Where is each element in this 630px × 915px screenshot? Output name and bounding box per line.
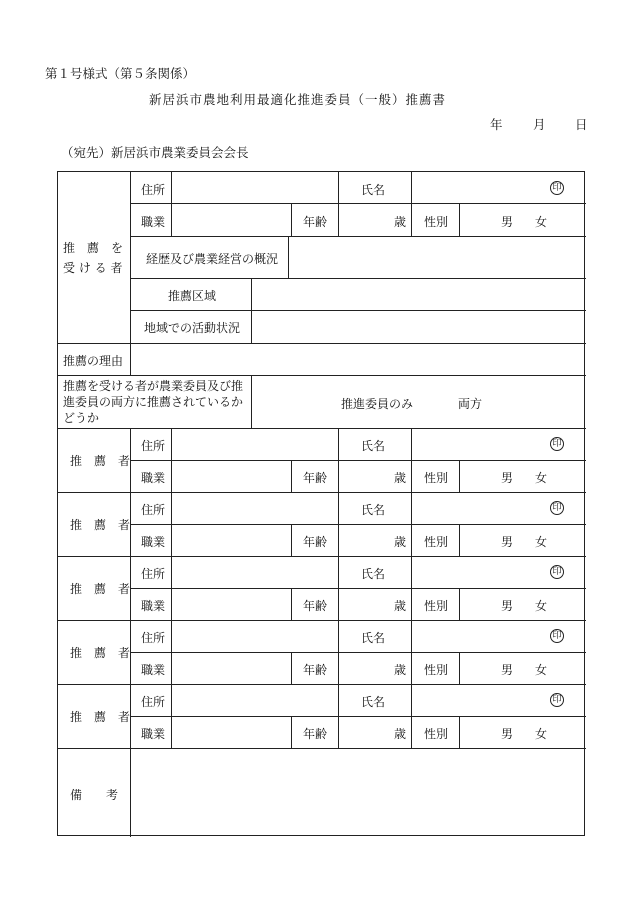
recommender-5-label: 推 薦 者: [70, 710, 131, 724]
recommender-3-female: 女: [535, 599, 548, 613]
date-year-label: 年: [490, 117, 503, 132]
recommender-4-name-label: 氏名: [361, 631, 386, 645]
dual-question-line3: どうか: [63, 411, 100, 425]
nominee-female: 女: [535, 215, 548, 229]
dual-question-line1: 推薦を受ける者が農業委員及び推: [63, 379, 244, 393]
recommender-2-label: 推 薦 者: [70, 518, 131, 532]
form-number: 第１号様式（第５条関係）: [45, 66, 196, 81]
nominee-career-label: 経歴及び農業経営の概況: [146, 252, 279, 266]
nominee-sex-label: 性別: [424, 215, 449, 229]
recommender-2-age-label: 年齢: [303, 535, 328, 549]
recommender-4-female: 女: [535, 663, 548, 677]
recommender-2-name-label: 氏名: [361, 503, 386, 517]
nominee-address-label: 住所: [141, 183, 166, 197]
recommender-5-seal-icon: 印: [550, 693, 564, 707]
nominee-male: 男: [501, 215, 514, 229]
recommender-4-male: 男: [501, 663, 514, 677]
dual-question-line2: 進委員の両方に推薦されているか: [63, 395, 244, 409]
recommender-2-female: 女: [535, 535, 548, 549]
nominee-age-label: 年齢: [303, 215, 328, 229]
recommender-4-label: 推 薦 者: [70, 646, 131, 660]
date-month-label: 月: [533, 117, 546, 132]
recommender-3-label: 推 薦 者: [70, 582, 131, 596]
document-title: 新居浜市農地利用最適化推進委員（一般）推薦書: [149, 92, 447, 107]
option-both: 両方: [458, 397, 483, 411]
recommender-5-occupation-label: 職業: [141, 727, 166, 741]
nominee-name-label: 氏名: [361, 183, 386, 197]
nominee-region-label: 推薦区域: [168, 289, 217, 303]
recommender-4-occupation-label: 職業: [141, 663, 166, 677]
nominee-activity-label: 地域での活動状況: [144, 321, 241, 335]
recommendation-form: [57, 171, 585, 836]
recommender-1-label: 推 薦 者: [70, 454, 131, 468]
nominee-age-unit: 歳: [394, 215, 407, 229]
recommender-5-female: 女: [535, 727, 548, 741]
recommender-1-female: 女: [535, 471, 548, 485]
recommender-5-male: 男: [501, 727, 514, 741]
recommender-5-age-label: 年齢: [303, 727, 328, 741]
recommender-3-seal-icon: 印: [550, 565, 564, 579]
recommender-1-seal-icon: 印: [550, 437, 564, 451]
nominee-section-label-1: 推 薦 を: [63, 241, 124, 255]
nominee-occupation-label: 職業: [141, 215, 166, 229]
recommender-4-address-label: 住所: [141, 631, 166, 645]
recommender-1-age-unit: 歳: [394, 471, 407, 485]
recommender-3-address-label: 住所: [141, 567, 166, 581]
nominee-section-label-2: 受 け る 者: [63, 261, 123, 275]
recommender-2-occupation-label: 職業: [141, 535, 166, 549]
date-day-label: 日: [575, 117, 588, 132]
recommender-3-age-unit: 歳: [394, 599, 407, 613]
recommender-5-name-label: 氏名: [361, 695, 386, 709]
recommender-5-age-unit: 歳: [394, 727, 407, 741]
recommender-1-sex-label: 性別: [424, 471, 449, 485]
remarks-label: 備 考: [70, 788, 119, 802]
reason-label: 推薦の理由: [63, 354, 124, 368]
option-promotion-only: 推進委員のみ: [341, 397, 414, 411]
recommender-4-seal-icon: 印: [550, 629, 564, 643]
recommender-2-male: 男: [501, 535, 514, 549]
recommender-1-age-label: 年齢: [303, 471, 328, 485]
recommender-3-sex-label: 性別: [424, 599, 449, 613]
recommender-2-seal-icon: 印: [550, 501, 564, 515]
recommender-4-age-unit: 歳: [394, 663, 407, 677]
recommender-1-occupation-label: 職業: [141, 471, 166, 485]
recommender-1-male: 男: [501, 471, 514, 485]
recommender-3-male: 男: [501, 599, 514, 613]
recommender-1-address-label: 住所: [141, 439, 166, 453]
addressee: （宛先）新居浜市農業委員会会長: [61, 145, 249, 160]
recommender-2-sex-label: 性別: [424, 535, 449, 549]
recommender-3-occupation-label: 職業: [141, 599, 166, 613]
recommender-2-address-label: 住所: [141, 503, 166, 517]
recommender-4-age-label: 年齢: [303, 663, 328, 677]
recommender-3-name-label: 氏名: [361, 567, 386, 581]
recommender-5-address-label: 住所: [141, 695, 166, 709]
recommender-4-sex-label: 性別: [424, 663, 449, 677]
recommender-2-age-unit: 歳: [394, 535, 407, 549]
recommender-3-age-label: 年齢: [303, 599, 328, 613]
nominee-seal-icon: 印: [550, 181, 564, 195]
recommender-5-sex-label: 性別: [424, 727, 449, 741]
recommender-1-name-label: 氏名: [361, 439, 386, 453]
